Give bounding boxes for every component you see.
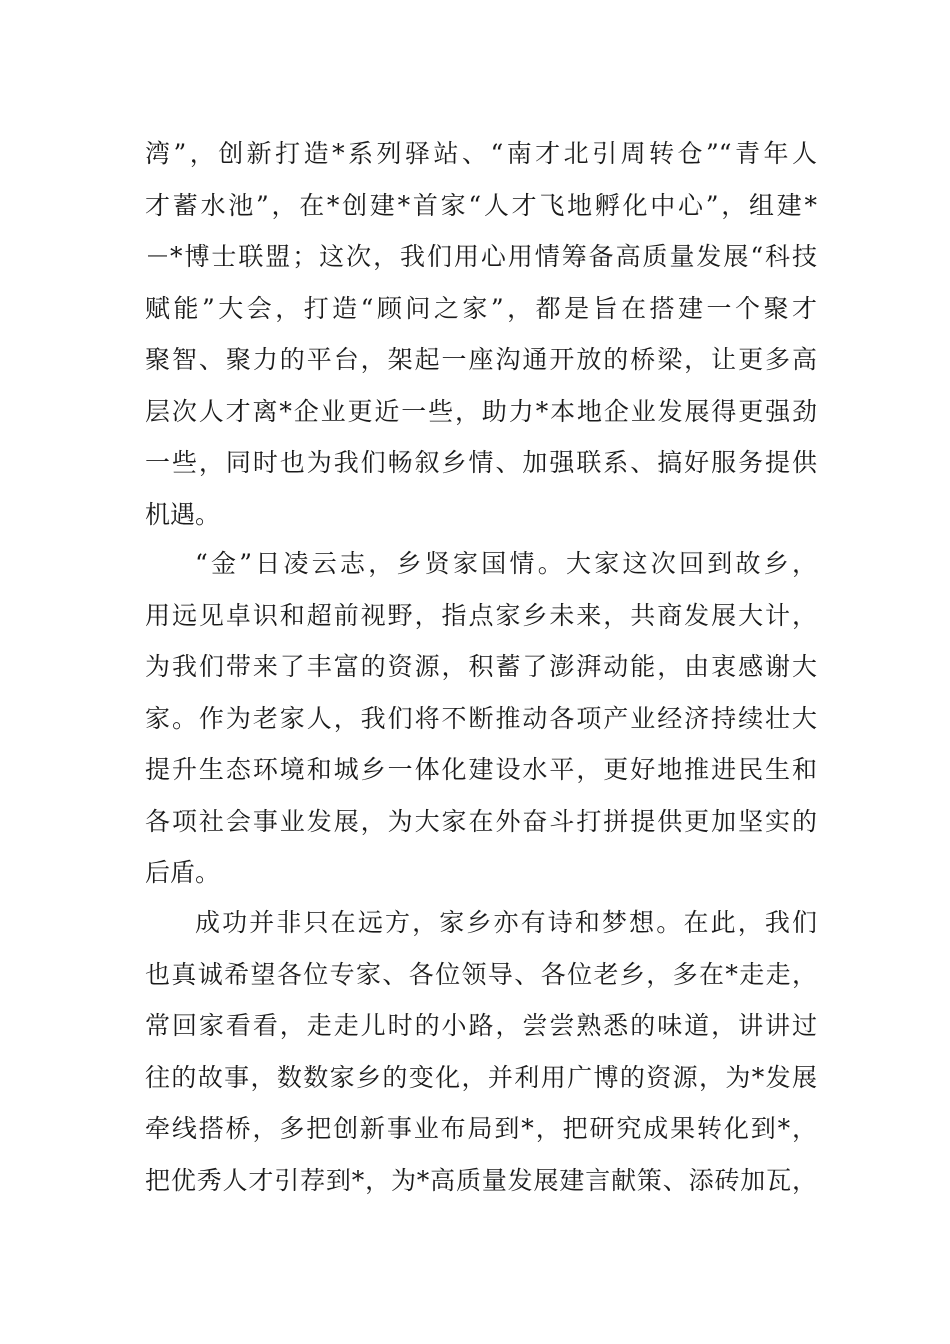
paragraph-line: 各项社会事业发展，为大家在外奋斗打拼提供更加坚实的 bbox=[145, 806, 817, 836]
paragraph-line: 往的故事，数数家乡的变化，并利用广博的资源，为*发展 bbox=[145, 1062, 817, 1092]
paragraph-line: 提升生态环境和城乡一体化建设水平，更好地推进民生和 bbox=[145, 755, 817, 784]
paragraph-line: 成功并非只在远方，家乡亦有诗和梦想。在此，我们 bbox=[195, 908, 817, 937]
paragraph-line: 常回家看看，走走儿时的小路，尝尝熟悉的味道，讲讲过 bbox=[145, 1011, 817, 1040]
paragraph-line: 为我们带来了丰富的资源，积蓄了澎湃动能，由衷感谢大 bbox=[145, 652, 817, 681]
paragraph-line: 家。作为老家人，我们将不断推动各项产业经济持续壮大 bbox=[145, 703, 817, 733]
paragraph-line: 机遇。 bbox=[145, 499, 221, 529]
paragraph-1 bbox=[145, 128, 817, 540]
paragraph-3 bbox=[145, 897, 817, 1206]
paragraph-line: 后盾。 bbox=[145, 858, 221, 887]
paragraph-line: 才蓄水池”，在*创建*首家“人才飞地孵化中心”，组建* bbox=[145, 190, 817, 220]
paragraph-line: 用远见卓识和超前视野，指点家乡未来，共商发展大计， bbox=[145, 600, 817, 630]
paragraph-line: 湾”，创新打造*系列驿站、“南才北引周转仓”“青年人 bbox=[145, 139, 817, 168]
paragraph-line: 赋能”大会，打造“顾问之家”，都是旨在搭建一个聚才 bbox=[145, 293, 817, 323]
paragraph-line: 一些，同时也为我们畅叙乡情、加强联系、搞好服务提供 bbox=[145, 448, 817, 477]
paragraph-line: 聚智、聚力的平台，架起一座沟通开放的桥梁，让更多高 bbox=[145, 345, 817, 374]
paragraph-line: －*博士联盟；这次，我们用心用情筹备高质量发展“科技 bbox=[145, 242, 817, 271]
paragraph-line: 把优秀人才引荐到*，为*高质量发展建言献策、添砖加瓦， bbox=[145, 1165, 817, 1195]
paragraph-line: 也真诚希望各位专家、各位领导、各位老乡，多在*走走， bbox=[145, 959, 817, 989]
paragraph-line: 牵线搭桥，多把创新事业布局到*，把研究成果转化到*， bbox=[145, 1114, 817, 1143]
paragraph-line: 层次人才离*企业更近一些，助力*本地企业发展得更强劲 bbox=[145, 396, 817, 426]
paragraph-2 bbox=[145, 538, 817, 899]
paragraph-line: “金”日凌云志，乡贤家国情。大家这次回到故乡， bbox=[195, 549, 817, 578]
